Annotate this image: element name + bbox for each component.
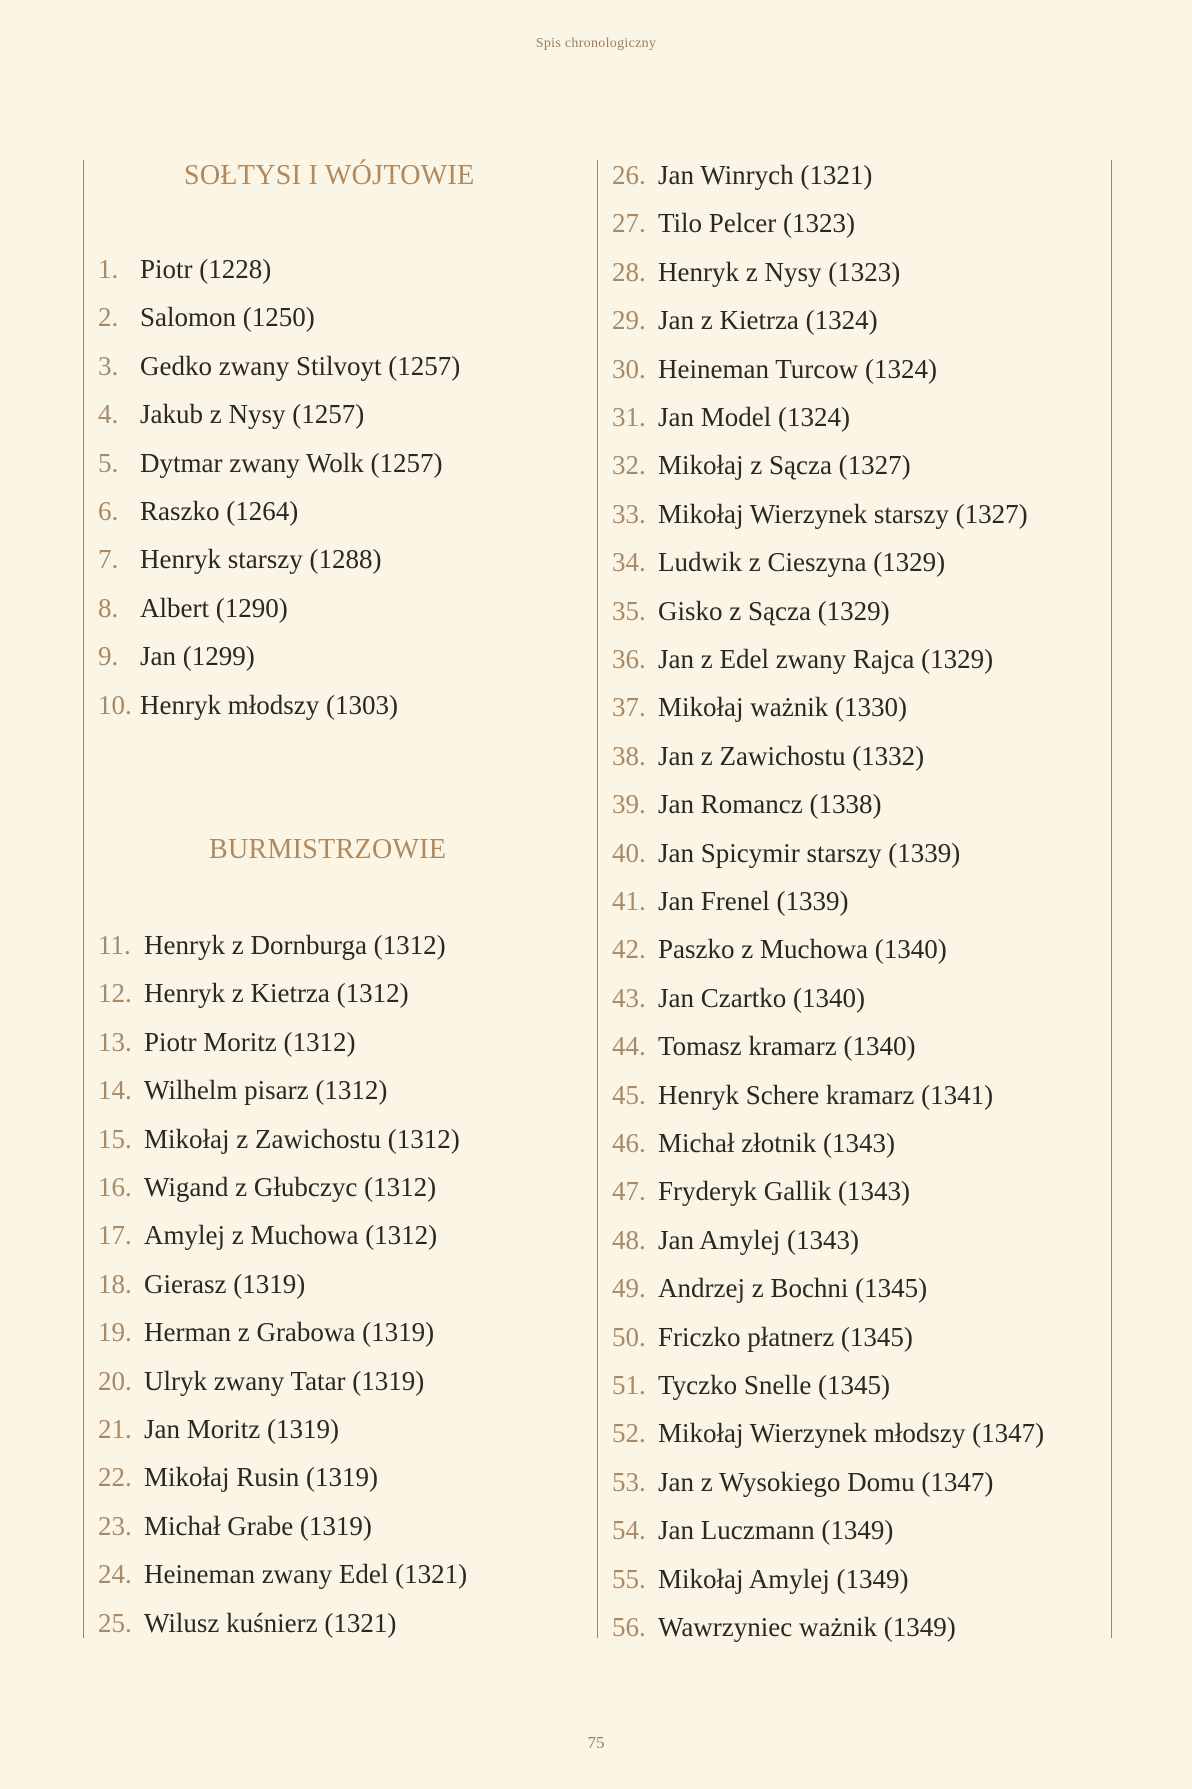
entry-name: Amylej z Muchowa (1312) [144, 1220, 438, 1251]
entry-number: 48. [612, 1224, 646, 1255]
entry-name: Jan z Wysokiego Domu (1347) [658, 1466, 994, 1497]
entry-number: 13. [98, 1026, 132, 1057]
entry-name: Salomon (1250) [140, 302, 315, 333]
list-item [98, 690, 398, 734]
entry-name: Ulryk zwany Tatar (1319) [144, 1365, 425, 1396]
running-head: Spis chronologiczny [535, 36, 657, 51]
entry-number: 1. [98, 254, 119, 284]
entry-number: 14. [98, 1075, 132, 1106]
entry-number: 38. [612, 740, 646, 771]
list-item [98, 1511, 372, 1555]
list-item [612, 1515, 893, 1559]
entry-name: Jan Frenel (1339) [658, 886, 849, 916]
entry-number: 8. [98, 592, 119, 623]
list-item [612, 1176, 910, 1220]
list-item [612, 354, 937, 398]
list-item [98, 351, 460, 395]
entry-name: Mikołaj ważnik (1330) [658, 692, 907, 723]
entry-name: Mikołaj Amylej (1349) [658, 1563, 909, 1594]
entry-name: Piotr (1228) [140, 254, 272, 284]
list-item [612, 644, 993, 688]
entry-number: 56. [612, 1612, 646, 1642]
entry-number: 46. [612, 1128, 646, 1158]
entry-name: Jan z Edel zwany Rajca (1329) [658, 644, 994, 674]
list-item [612, 1322, 913, 1366]
entry-name: Jan Spicymir starszy (1339) [658, 837, 961, 868]
list-item [98, 496, 298, 540]
entry-number: 31. [612, 402, 646, 432]
entry-name: Michał Grabe (1319) [144, 1510, 372, 1541]
entry-number: 26. [612, 160, 646, 190]
list-item [98, 1269, 305, 1313]
page-number: 75 [587, 1733, 605, 1752]
left-column [83, 160, 596, 1638]
entry-number: 30. [612, 353, 646, 384]
list-item [98, 448, 443, 492]
entry-number: 16. [98, 1172, 132, 1202]
entry-name: Henryk z Nysy (1323) [658, 256, 901, 287]
entry-name: Wilhelm pisarz (1312) [144, 1075, 388, 1106]
list-item [98, 302, 315, 346]
list-item [612, 1467, 993, 1511]
entry-number: 28. [612, 256, 646, 287]
list-item [98, 978, 409, 1022]
list-item [98, 1075, 387, 1119]
list-item [98, 544, 381, 588]
entry-number: 41. [612, 886, 646, 916]
entry-number: 11. [98, 930, 131, 960]
list-item [612, 886, 848, 930]
entry-number: 33. [612, 498, 646, 529]
list-item [612, 160, 872, 204]
entry-name: Andrzej z Bochni (1345) [658, 1273, 928, 1304]
entry-number: 36. [612, 644, 646, 674]
list-item [612, 741, 924, 785]
entry-name: Piotr Moritz (1312) [144, 1026, 356, 1057]
list-item [612, 305, 878, 349]
entry-name: Jan Moritz (1319) [144, 1414, 339, 1444]
list-item [98, 1027, 355, 1071]
right-column [597, 160, 1112, 1642]
list-item [98, 1172, 436, 1216]
entry-name: Tilo Pelcer (1323) [658, 208, 855, 239]
entry-name: Mikołaj z Sącza (1327) [658, 450, 911, 481]
entry-name: Jan (1299) [140, 641, 255, 672]
list-item [98, 1317, 434, 1361]
list-item [98, 1220, 437, 1264]
entry-number: 21. [98, 1414, 132, 1444]
list-item [98, 1559, 467, 1603]
entry-name: Mikołaj Wierzynek starszy (1327) [658, 498, 1028, 529]
list-item [98, 1608, 396, 1652]
list-item [612, 934, 947, 978]
list-item [98, 1366, 424, 1410]
list-item [612, 1564, 908, 1608]
entry-name: Jan Luczmann (1349) [658, 1515, 894, 1546]
entry-number: 15. [98, 1123, 132, 1154]
entry-name: Heineman Turcow (1324) [658, 353, 937, 384]
entry-name: Jan Amylej (1343) [658, 1224, 859, 1255]
section-title-burmistrzowie: BURMISTRZOWIE [209, 834, 447, 865]
entry-number: 17. [98, 1220, 132, 1251]
list-item [612, 692, 907, 736]
entry-number: 7. [98, 544, 119, 575]
list-item [612, 1128, 895, 1172]
entry-name: Jan z Zawichostu (1332) [658, 740, 925, 771]
list-item [612, 1080, 993, 1124]
entry-name: Friczko płatnerz (1345) [658, 1321, 913, 1352]
entry-number: 47. [612, 1176, 646, 1207]
entry-name: Henryk z Kietrza (1312) [144, 978, 409, 1009]
entry-name: Wawrzyniec ważnik (1349) [658, 1612, 956, 1642]
entry-name: Henryk Schere kramarz (1341) [658, 1079, 994, 1110]
entry-name: Jan z Kietrza (1324) [658, 305, 878, 336]
entry-name: Jan Model (1324) [658, 402, 850, 432]
list-item [612, 596, 890, 640]
entry-name: Mikołaj Wierzynek młodszy (1347) [658, 1418, 1045, 1449]
entry-name: Gisko z Sącza (1329) [658, 595, 890, 626]
list-item [612, 1273, 927, 1317]
entry-number: 2. [98, 302, 119, 333]
entry-name: Michał złotnik (1343) [658, 1128, 895, 1158]
list-item [612, 450, 911, 494]
entry-number: 45. [612, 1079, 646, 1110]
list-item [612, 402, 850, 446]
entry-number: 53. [612, 1466, 646, 1497]
entry-name: Gedko zwany Stilvoyt (1257) [140, 350, 461, 381]
entry-name: Tyczko Snelle (1345) [658, 1370, 891, 1400]
list-item [612, 789, 881, 833]
entry-name: Henryk młodszy (1303) [140, 689, 398, 720]
list-item [612, 499, 1028, 543]
entry-number: 35. [612, 595, 646, 626]
entry-number: 40. [612, 837, 646, 868]
entry-name: Jan Czartko (1340) [658, 982, 865, 1013]
list-item [612, 838, 960, 882]
entry-number: 3. [98, 350, 119, 381]
entry-number: 42. [612, 934, 646, 965]
entry-name: Gierasz (1319) [144, 1268, 306, 1299]
entry-number: 37. [612, 692, 646, 723]
list-item [98, 930, 446, 974]
entry-number: 19. [98, 1317, 132, 1348]
entry-name: Mikołaj z Zawichostu (1312) [144, 1123, 460, 1154]
entry-number: 23. [98, 1510, 132, 1541]
entry-number: 39. [612, 789, 646, 820]
entry-number: 12. [98, 978, 132, 1009]
list-item [612, 1612, 956, 1656]
entry-number: 4. [98, 399, 119, 430]
entry-number: 27. [612, 208, 646, 239]
entry-number: 9. [98, 641, 119, 672]
entry-name: Heineman zwany Edel (1321) [144, 1559, 468, 1590]
entry-name: Tomasz kramarz (1340) [658, 1031, 916, 1062]
entry-number: 22. [98, 1462, 132, 1493]
entry-number: 20. [98, 1365, 132, 1396]
entry-name: Fryderyk Gallik (1343) [658, 1176, 910, 1207]
list-item [612, 1225, 859, 1269]
entry-number: 55. [612, 1563, 646, 1594]
entry-name: Ludwik z Cieszyna (1329) [658, 547, 946, 578]
list-item [612, 1418, 1044, 1462]
entry-name: Raszko (1264) [140, 496, 299, 526]
list-item [98, 1462, 378, 1506]
entry-number: 32. [612, 450, 646, 481]
list-item [98, 641, 255, 685]
list-item [612, 1370, 890, 1414]
entry-name: Herman z Grabowa (1319) [144, 1317, 435, 1348]
list-item [98, 399, 364, 443]
list-item [612, 983, 865, 1027]
entry-name: Henryk starszy (1288) [140, 544, 382, 575]
entry-number: 25. [98, 1607, 132, 1638]
list-item [98, 593, 288, 637]
entry-number: 50. [612, 1321, 646, 1352]
list-item [98, 1414, 339, 1458]
entry-number: 51. [612, 1370, 646, 1400]
list-item [612, 257, 900, 301]
entry-name: Wilusz kuśnierz (1321) [144, 1607, 397, 1638]
section-title-soltysi: SOŁTYSI I WÓJTOWIE [184, 160, 475, 191]
entry-name: Henryk z Dornburga (1312) [144, 930, 446, 960]
entry-number: 18. [98, 1268, 132, 1299]
entry-number: 5. [98, 447, 119, 478]
entry-name: Dytmar zwany Wolk (1257) [140, 447, 443, 478]
entry-number: 49. [612, 1273, 646, 1304]
entry-name: Mikołaj Rusin (1319) [144, 1462, 378, 1493]
entry-number: 54. [612, 1515, 646, 1546]
entry-name: Jan Romancz (1338) [658, 789, 882, 820]
entry-name: Albert (1290) [140, 592, 288, 623]
list-item [98, 1124, 460, 1168]
list-item [612, 1031, 916, 1075]
entry-number: 34. [612, 547, 646, 578]
entry-number: 24. [98, 1559, 132, 1590]
list-item [612, 547, 945, 591]
list-item [98, 254, 271, 298]
entry-name: Paszko z Muchowa (1340) [658, 934, 947, 965]
entry-number: 10. [98, 689, 132, 720]
list-item [612, 208, 855, 252]
entry-number: 6. [98, 496, 119, 526]
entry-number: 43. [612, 982, 646, 1013]
entry-name: Jakub z Nysy (1257) [140, 399, 365, 430]
entry-number: 44. [612, 1031, 646, 1062]
entry-number: 29. [612, 305, 646, 336]
entry-name: Wigand z Głubczyc (1312) [144, 1172, 437, 1202]
entry-name: Jan Winrych (1321) [658, 160, 873, 190]
entry-number: 52. [612, 1418, 646, 1449]
